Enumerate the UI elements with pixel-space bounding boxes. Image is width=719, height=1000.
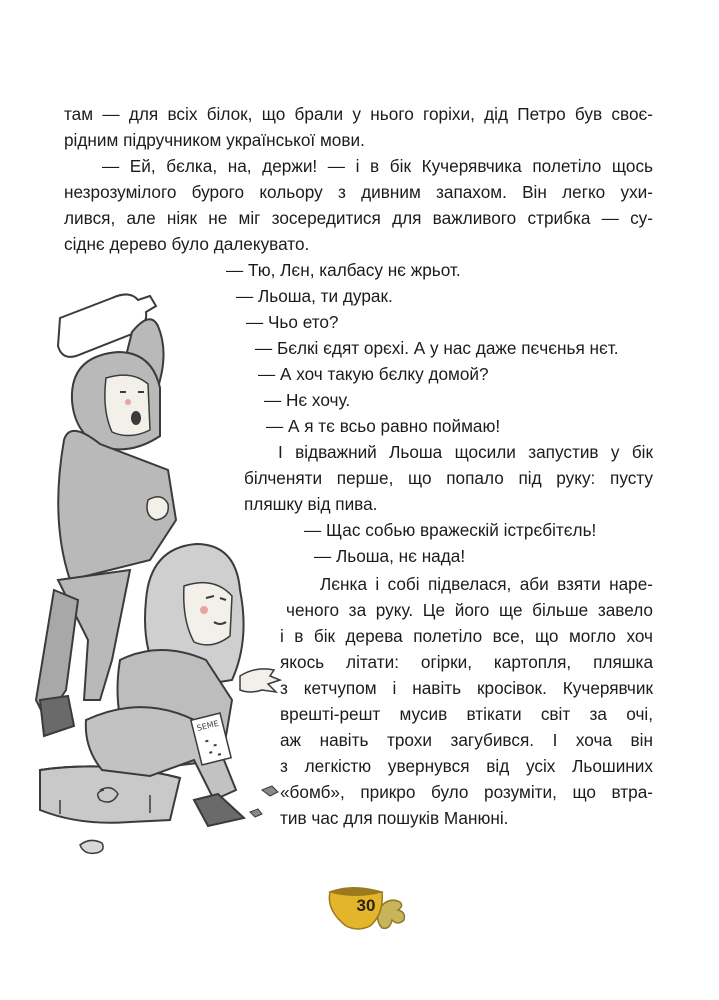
ground-stone [80, 840, 103, 853]
text-line: врешті-решт мусив втікати світ за очі, [280, 704, 653, 724]
dialogue-line: — А я тє всьо равно поймаю! [266, 416, 501, 436]
text-line: з легкістю увернувся від усіх Льошиних [280, 756, 653, 776]
text-line: рідним підручником української мови. [64, 130, 365, 150]
text-line: аж навіть трохи загубився. І хоча він [280, 730, 653, 750]
text-line: і в бік дерева полетіло все, що могло хоч [280, 626, 653, 646]
dialogue-line: — Льоша, нє нада! [314, 546, 466, 566]
tree-stump [40, 766, 180, 822]
leaf-debris [250, 809, 262, 817]
dialogue-line: — Тю, Лєн, калбасу нє жрьот. [226, 260, 461, 280]
text-line: — Ей, бєлка, на, держи! — і в бік Кучерявчика полетіло щось [102, 156, 653, 176]
dialogue-line: — Чьо ето? [246, 312, 339, 332]
leaf-debris [262, 786, 278, 796]
text-line: І відважний Льоша щосили запустив у бік [278, 442, 653, 462]
text-line: пляшку від пива. [244, 494, 378, 514]
text-line: лився, але ніяк не міг зосередитися для важливого стрибка — су- [64, 208, 653, 228]
text-line: якось літати: огірки, картопля, пляшка [280, 652, 653, 672]
packet-label: SEME [195, 718, 220, 733]
text-line: ченого за руку. Це його ще більше завело [286, 600, 653, 620]
dialogue-line: — Нє хочу. [264, 390, 351, 410]
text-line: тив час для пошуків Манюні. [280, 808, 509, 828]
dialogue-line: — Щас собью вражескій істрєбітєль! [304, 520, 597, 540]
page-number: 30 [356, 896, 376, 915]
dialogue-line: — Бєлкі єдят орєхі. А у нас даже пєчєнья нєт. [255, 338, 619, 358]
text-line: білченяти перше, що попало під руку: пусту [244, 468, 653, 488]
text-line: Лєнка і собі підвелася, аби взяти наре- [320, 574, 653, 594]
text-line: з кетчупом і навіть кросівок. Кучерявчик [280, 678, 653, 698]
text-line: незрозумілого бурого кольору з дивним запахом. Він легко ухи- [64, 182, 653, 202]
text-line: сіднє дерево було далекувато. [64, 234, 310, 254]
dialogue-line: — А хоч такую бєлку домой? [258, 364, 489, 384]
text-line: там — для всіх білок, що брали у нього горіхи, дід Петро був своє- [64, 104, 653, 124]
dialogue-line: — Льоша, ти дурак. [236, 286, 393, 306]
text-line: «бомб», прикро було розуміти, що втра- [280, 782, 653, 802]
